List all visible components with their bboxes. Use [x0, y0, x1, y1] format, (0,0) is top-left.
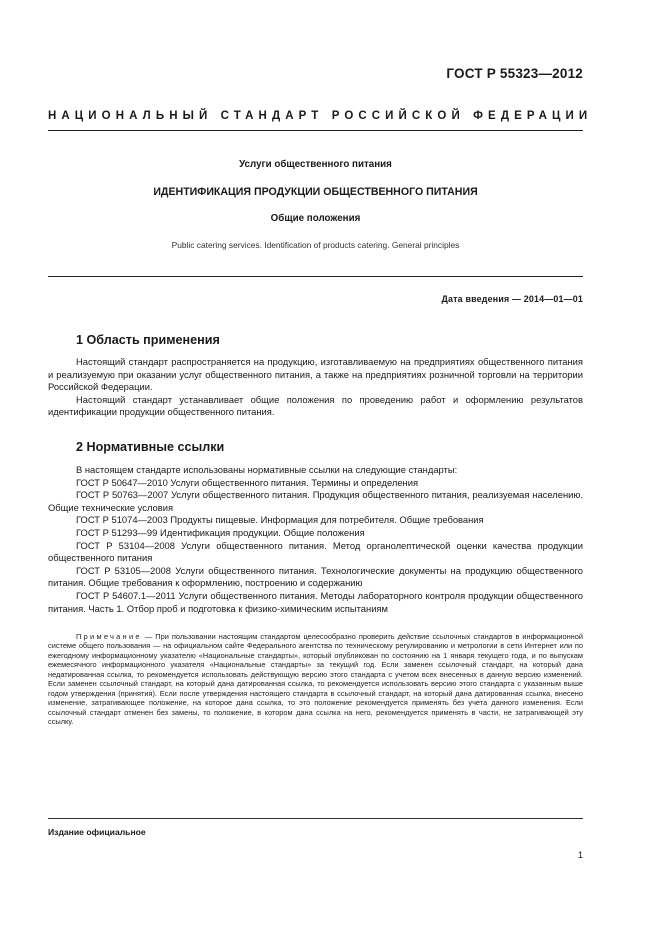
document-number: ГОСТ Р 55323—2012 [446, 66, 583, 81]
section-2-intro: В настоящем стандарте использованы нормативные ссылки на следующие стандарты: [76, 464, 458, 475]
reference-item: ГОСТ Р 51293—99 Идентификация продукции. Общие положения [76, 526, 365, 538]
reference-item: ГОСТ Р 50647—2010 Услуги общественного питания. Термины и определения [76, 476, 419, 488]
service-category: Услуги общественного питания [239, 159, 392, 170]
section-2-body [48, 464, 583, 615]
introduction-date: Дата введения — 2014—01—01 [441, 294, 583, 304]
reference-item: ГОСТ Р 53104—2008 Услуги общественного питания. Метод органолептической оценки качества продукции общественного питания [48, 539, 583, 564]
title-divider [48, 276, 583, 277]
reference-item: ГОСТ Р 51074—2003 Продукты пищевые. Информация для потребителя. Общие требования [76, 514, 484, 526]
reference-item: ГОСТ Р 54607.1—2011 Услуги общественного питания. Методы лабораторного контроля продукции общественного питания. Часть 1. Отбор проб и подготовка к физико-химическим испытаниям [48, 589, 583, 614]
reference-item: ГОСТ Р 50763—2007 Услуги общественного питания. Продукция общественного питания, реализуемая населению. Общие технические условия [48, 489, 583, 513]
section-2-heading: 2 Нормативные ссылки [76, 440, 225, 454]
note-label: Примечание [76, 632, 142, 641]
official-edition-label: Издание официальное [48, 827, 146, 837]
section-1-paragraph: Настоящий стандарт распространяется на продукцию, изготавливаемую на предприятиях общественного питания и реализуемую при оказании услуг общественного питания, а также на предприятиях розничной торговли на территории Российской Федерации. [48, 356, 583, 393]
english-title: Public catering services. Identification of products catering. General principles [171, 240, 460, 250]
page-number: 1 [577, 850, 583, 860]
top-divider [48, 130, 583, 131]
note-text: — При пользовании настоящим стандартом целесообразно проверить действие ссылочных стандартов в информационной системе общего пользования — на официальном сайте Федерального агентства по техническому регулированию и метрологии в сети Интернет или по ежегодному информационному указателю «Национальные стандарты», который опубликован по состоянию на 1 января текущего года, и по выпускам ежемесячного информационного указателя «Национальные стандарты» за текущий год. Если заменен ссылочный стандарт, на который дана недатированная ссылка, то рекомендуется использовать действующую версию этого стандарта с учетом всех внесенных в данную версию изменений. Если заменен ссылочный стандарт, на который дана датированная ссылка, то рекомендуется использовать версию этого стандарта с указанным выше годом утверждения (принятия). Если после утверждения настоящего стандарта в ссылочный стандарт, на который дана датированная ссылка, внесено изменение, затрагивающее положение, на которое дана ссылка, то это положение рекомендуется применять без учета данного изменения. Если ссылочный стандарт отменен без замены, то положение, в котором дана ссылка на него, рекомендуется применять в части, не затрагивающей эту ссылку. [48, 632, 583, 727]
document-title: ИДЕНТИФИКАЦИЯ ПРОДУКЦИИ ОБЩЕСТВЕННОГО ПИТАНИЯ [153, 186, 478, 198]
note-paragraph [48, 632, 583, 727]
normative-note [48, 632, 583, 727]
section-1-paragraph: Настоящий стандарт устанавливает общие положения по проведению работ и оформлению результатов идентификации продукции общественного питания. [48, 393, 583, 418]
section-1-heading: 1 Область применения [76, 333, 220, 347]
national-standard-banner: НАЦИОНАЛЬНЫЙ СТАНДАРТ РОССИЙСКОЙ ФЕДЕРАЦИИ [48, 110, 593, 122]
reference-item: ГОСТ Р 53105—2008 Услуги общественного питания. Технологические документы на продукцию общественного питания. Общие требования к оформлению, построению и содержанию [48, 564, 583, 589]
footer-divider [48, 818, 583, 819]
document-subtitle: Общие положения [270, 213, 361, 224]
section-1-body [48, 356, 583, 419]
